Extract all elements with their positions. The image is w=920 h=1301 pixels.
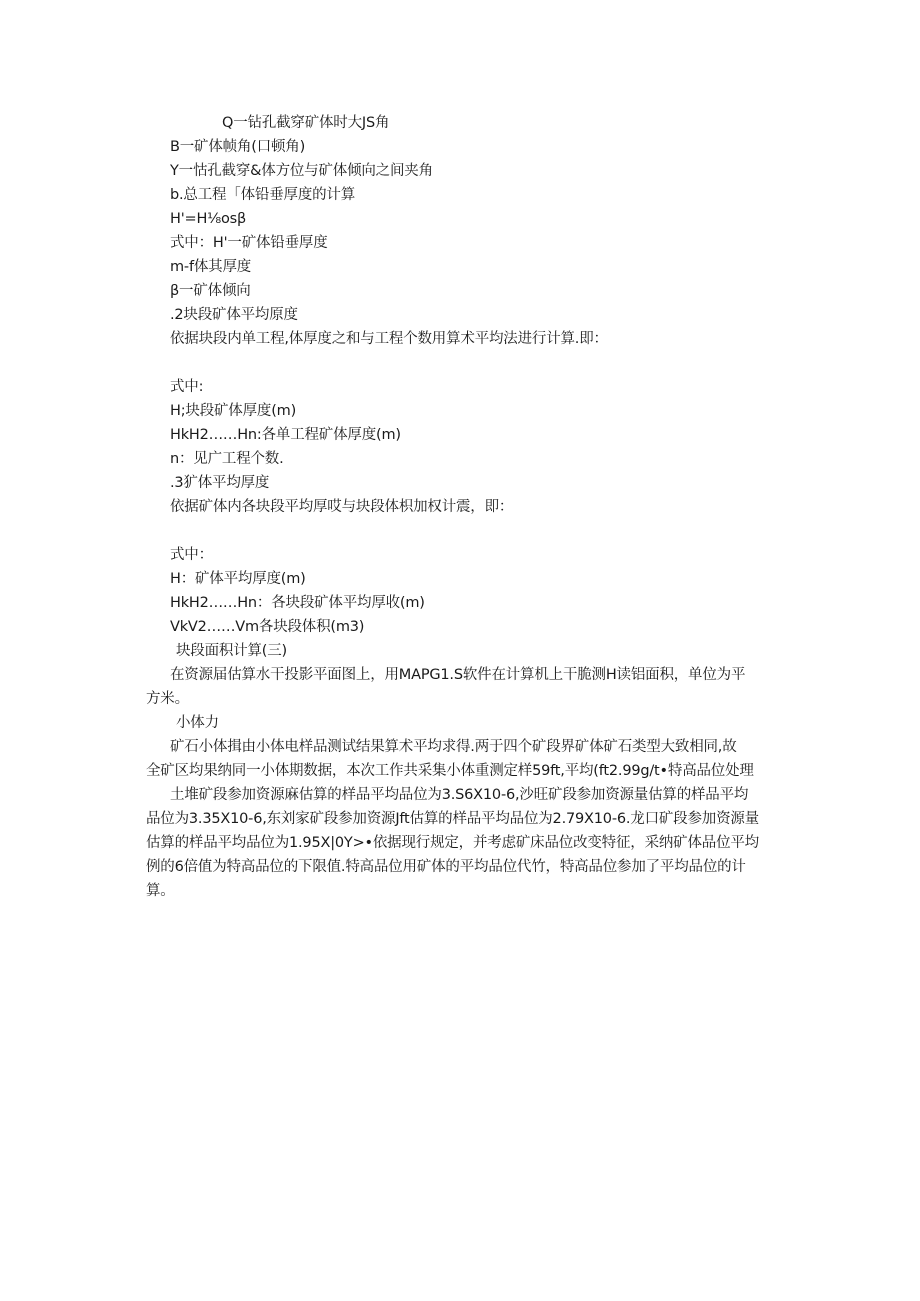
text-line-angle-y: Y一怙孔截穿&体方位与矿体倾向之间夹角 [170, 163, 433, 179]
paragraph-weight-line-2: 全矿区均果纳同一小体期数据，本次工作共采集小体重测定样59ft,平均(ft2.99g/t•特高品位处理 [146, 763, 754, 779]
paragraph-weight-line-1: 矿石小体揖由小体电样品测试结果算术平均求得.两于四个矿段界矿体矿石类型大致相同,故 [170, 739, 737, 755]
text-line-block-method: 依据块段内单工程,体厚度之和与工程个数用算术平均法进行计算.即： [170, 331, 608, 347]
paragraph-grade-line-1: 土堆矿段参加资源麻估算的样品平均品位为3.S6X10-6,沙旺矿段参加资源量估算的样品平均 [170, 787, 749, 803]
formula-legend-n: n：见广工程个数. [170, 451, 284, 467]
section-heading-2: .2块段矿体平均原度 [170, 307, 298, 323]
paragraph-area-line-2: 方米。 [146, 691, 189, 707]
formula-legend-h-avg: H：矿体平均厚度(m) [170, 571, 306, 587]
formula-legend-hn: HkH2……Hn:各单工程矿体厚度(m) [170, 427, 401, 443]
text-line-orebody-method: 依据矿体内各块段平均厚哎与块段体枳加权计震，即： [170, 499, 514, 515]
paragraph-grade-line-2: 品位为3.35X10-6,东刘家矿段参加资源Jft估算的样品平均品位为2.79X10-6.龙口矿段参加资源量 [146, 811, 759, 827]
paragraph-grade-line-5: 算。 [146, 883, 175, 899]
formula-legend-heading-2: 式中: [170, 379, 204, 395]
formula-legend-heading: 式中：H'一矿体铅垂厚度 [170, 235, 328, 251]
formula-legend-hn-blocks: HkH2……Hn：各块段矿体平均厚收(m) [170, 595, 425, 611]
text-line-angle-q: Q一钻孔截穿矿体时大JS角 [222, 115, 390, 131]
section-heading-3: .3犷体平均厚度 [170, 475, 270, 491]
text-line-angle-b: B一矿体帧角(口顿角) [170, 139, 306, 155]
section-heading-b: b.总工程「体铅垂厚度的计算 [170, 187, 356, 203]
paragraph-grade-line-4: 例的6倍值为特高品位的下限值.特高品位用矿体的平均品位代竹，特高品位参加了平均品位的计 [146, 859, 746, 875]
formula-legend-h: H;块段矿体厚度(m) [170, 403, 297, 419]
formula-vertical-thickness: H'=H⅛osβ [170, 211, 247, 227]
formula-legend-m: m-f体其厚度 [170, 259, 252, 275]
formula-legend-beta: β一矿体倾向 [170, 283, 251, 299]
section-heading-area: 块段面积计算(三) [176, 643, 288, 659]
section-heading-weight: 小体力 [176, 715, 219, 731]
formula-legend-vm: VkV2……Vm各块段体积(m3) [170, 619, 365, 635]
paragraph-grade-line-3: 估算的样品平均品位为1.95X|0Y>•依据现行规定，并考虑矿床品位改变特征，采纳矿体品位平均 [146, 835, 759, 851]
formula-legend-heading-3: 式中： [170, 547, 213, 563]
paragraph-area-line-1: 在资源届估算水干投影平面图上，用MAPG1.S软件在计算机上干脆测H读铝面积，单位为平 [170, 667, 746, 683]
